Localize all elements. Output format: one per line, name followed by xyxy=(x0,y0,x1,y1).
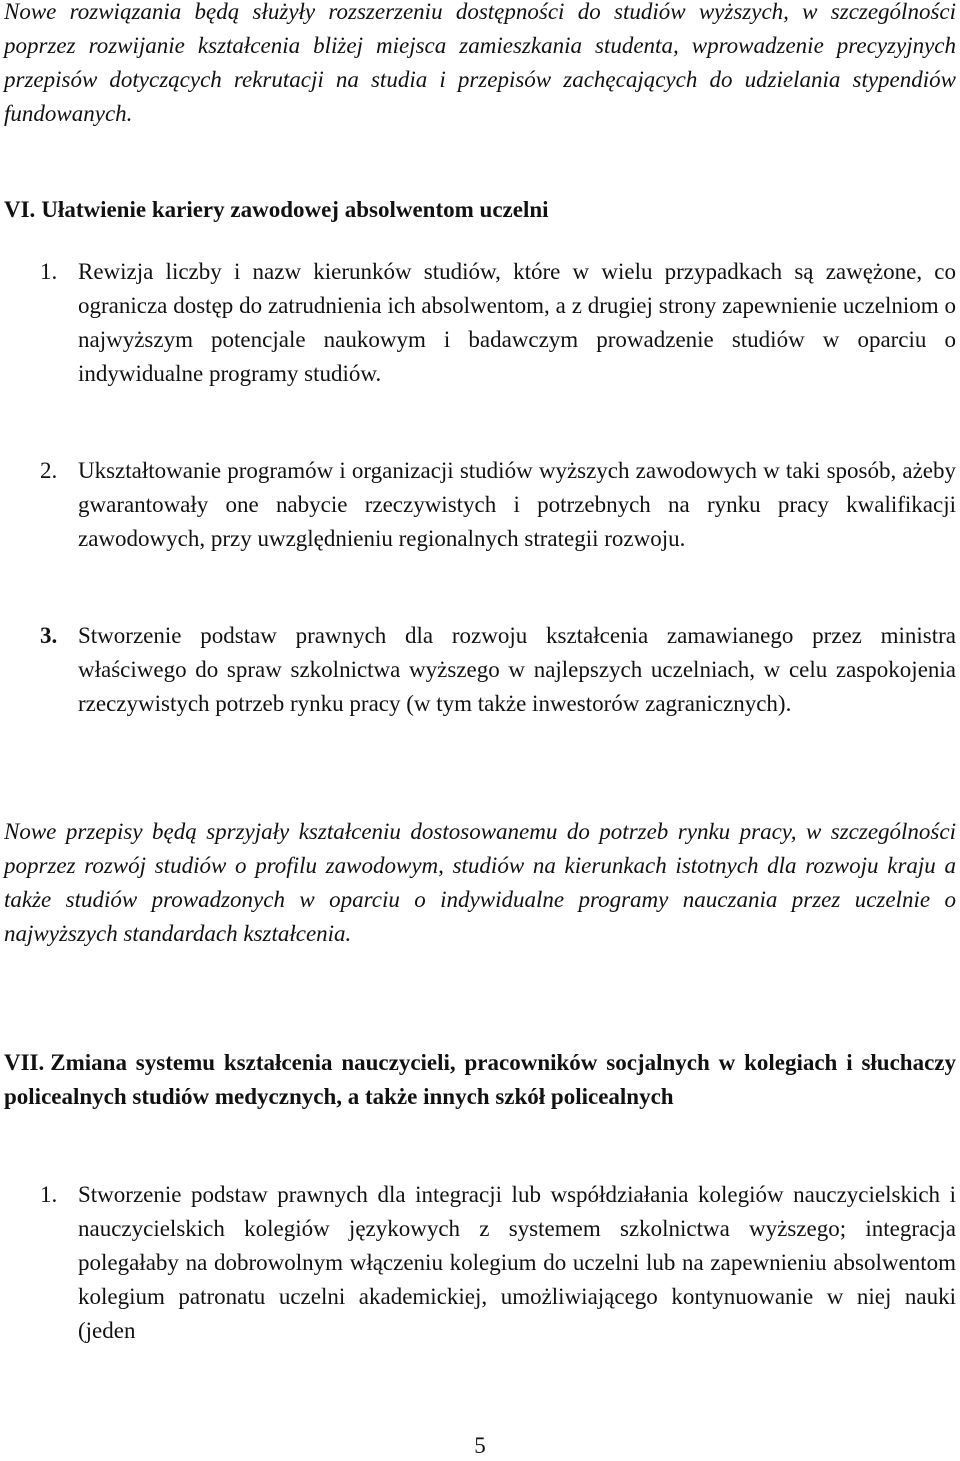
list-item xyxy=(40,255,956,391)
list-item-text: Stworzenie podstaw prawnych dla rozwoju kształcenia zamawianego przez ministra właściwego do spraw szkolnictwa wyższego w najlepszych uczelniach, w celu zaspokojenia rzeczywistych potrzeb rynku pracy (w tym także inwestorów zagranicznych). xyxy=(78,623,956,716)
section-vii-heading xyxy=(4,1046,956,1114)
list-item-text: Ukształtowanie programów i organizacji studiów wyższych zawodowych w taki sposób, ażeby gwarantowały one nabycie rzeczywistych i potrzebnych na rynku pracy kwalifikacji zawodowych, przy uwzględnieniu regionalnych strategii rozwoju. xyxy=(78,458,956,551)
list-item-text: Rewizja liczby i nazw kierunków studiów, które w wielu przypadkach są zawężone, co ogranicza dostęp do zatrudnienia ich absolwentom, a z drugiej strony zapewnienie uczelniom o najwyższym potencjale naukowym i badawczym prowadzenie studiów w oparciu o indywidualne programy studiów. xyxy=(78,259,956,386)
page-number: 5 xyxy=(474,1433,486,1458)
list-item xyxy=(40,454,956,556)
section-vii-title: Zmiana systemu kształcenia nauczycieli, pracowników socjalnych w kolegiach i słuchaczy policealnych studiów medycznych, a także innych szkół policealnych xyxy=(4,1050,956,1109)
list-item-marker: 3. xyxy=(40,623,58,648)
outro-paragraph: Nowe przepisy będą sprzyjały kształceniu dostosowanemu do potrzeb rynku pracy, w szczególności poprzez rozwój studiów o profilu zawodowym, studiów na kierunkach istotnych dla rozwoju kraju a także studiów prowadzonych w oparciu o indywidualne programy nauczania przez uczelnie o najwyższych standardach kształcenia. xyxy=(4,819,956,946)
section-vi-number: VI. xyxy=(4,197,36,222)
list-item-marker: 2. xyxy=(40,458,58,483)
section-vi-title: Ułatwienie kariery zawodowej absolwentom uczelni xyxy=(41,197,549,222)
list-item-marker: 1. xyxy=(40,259,58,284)
intro-paragraph: Nowe rozwiązania będą służyły rozszerzeniu dostępności do studiów wyższych, w szczególności poprzez rozwijanie kształcenia bliżej miejsca zamieszkania studenta, wprowadzenie precyzyjnych przepisów dotyczących rekrutacji na studia i przepisów zachęcających do udzielania stypendiów fundowanych. xyxy=(4,0,956,126)
list-item xyxy=(40,1178,956,1348)
section-vi-heading xyxy=(4,193,956,227)
section-vii-number: VII. xyxy=(4,1050,45,1075)
list-item-text: Stworzenie podstaw prawnych dla integracji lub współdziałania kolegiów nauczycielskich i nauczycielskich kolegiów językowych z systemem szkolnictwa wyższego; integracja polegałaby na dobrowolnym włączeniu kolegium do uczelni lub na zapewnieniu absolwentom kolegium patronatu uczelni akademickiej, umożliwiającego kontynuowanie w niej nauki (jeden xyxy=(78,1182,956,1343)
list-item xyxy=(40,619,956,721)
list-item-marker: 1. xyxy=(40,1182,58,1207)
